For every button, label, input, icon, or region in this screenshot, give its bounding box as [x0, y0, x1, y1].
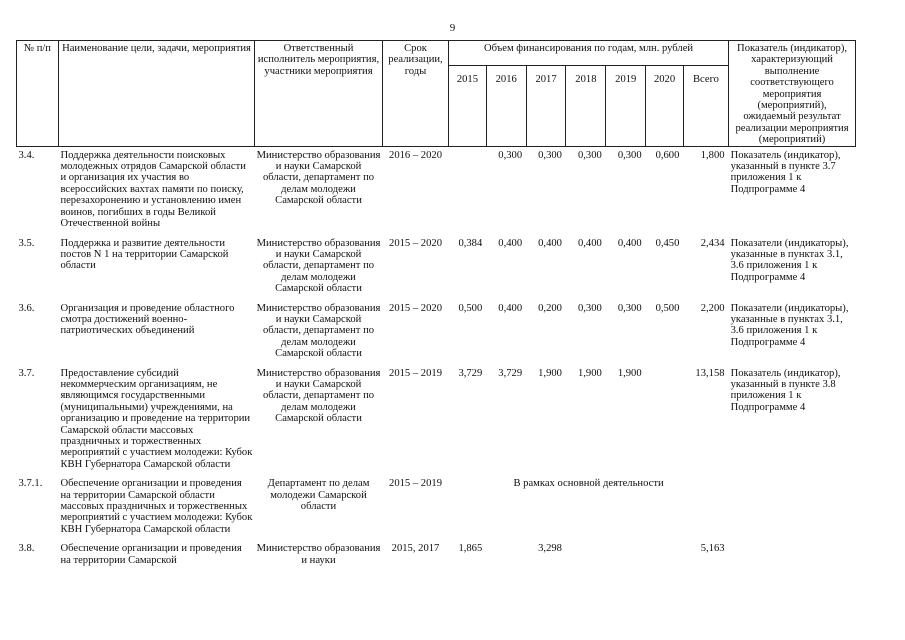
funding-table	[16, 40, 856, 571]
col-indicator-header: Показатель (индикатор), характеризующий выполнение соответствующего мероприятия (мероприятий), ожидаемый результат реализации мероприятия (мероприятий)	[729, 41, 856, 147]
value-2019: 0,400	[617, 237, 642, 249]
value-2018: 0,300	[577, 302, 602, 314]
value-total: 13,158	[695, 367, 725, 379]
row-indicator: Показатели (индикаторы), указанные в пунктах 3.1, 3.6 приложения 1 к Подпрограмме 4	[730, 302, 849, 348]
table-row	[17, 365, 856, 476]
col-period-header: Срок реализации, годы	[382, 41, 448, 147]
year-header-2017: 2017	[526, 66, 566, 147]
value-2015: 0,500	[458, 302, 483, 314]
row-number: 3.8.	[18, 543, 35, 555]
row-indicator: Показатели (индикаторы), указанные в пунктах 3.1, 3.6 приложения 1 к Подпрограмме 4	[730, 237, 849, 283]
total-header: Всего	[683, 66, 728, 147]
row-period: 2015 – 2020	[389, 237, 442, 249]
row-name: Обеспечение организации и проведения на территории Самарской области массовых праздничных и торжественных мероприятий с участием молодежи: Кубок КВН Губернатора Самарской области	[60, 478, 253, 535]
value-total: 2,200	[700, 302, 725, 314]
row-period: 2015, 2017	[391, 543, 440, 555]
value-2020	[646, 365, 684, 476]
value-2017: 0,200	[538, 302, 562, 314]
value-2015: 3,729	[458, 367, 483, 379]
row-period: 2015 – 2019	[389, 367, 442, 379]
value-2017: 1,900	[538, 367, 562, 379]
value-2019: 1,900	[617, 367, 642, 379]
value-2016: 3,729	[498, 367, 523, 379]
year-header-2018: 2018	[566, 66, 606, 147]
value-2016: 0,400	[498, 237, 523, 249]
value-2016	[486, 540, 526, 571]
row-executor: Министерство образования и науки Самарской области, департамент по делам молодежи Самарской области	[256, 367, 381, 425]
year-header-2019: 2019	[606, 66, 646, 147]
col-executor-header: Ответственный исполнитель мероприятия, участники мероприятия	[255, 41, 383, 147]
value-2018	[566, 540, 606, 571]
value-2020: 0,500	[655, 302, 680, 314]
row-number: 3.6.	[18, 302, 35, 314]
col-num-header: № п/п	[17, 41, 59, 147]
year-header-2020: 2020	[646, 66, 684, 147]
row-name: Предоставление субсидий некоммерческим организациям, не являющимся государственными (муниципальными) учреждениями, на организацию и проведение на территории Самарской области массовых праздничных и торжественных мероприятий с участием молодежи: Кубок КВН Губернатора Самарской области	[60, 367, 253, 470]
value-2019	[606, 540, 646, 571]
row-indicator: Показатель (индикатор), указанный в пункте 3.8 приложения 1 к Подпрограмме 4	[730, 367, 841, 413]
page-number: 9	[449, 22, 456, 34]
row-name: Обеспечение организации и проведения на территории Самарской	[60, 543, 242, 566]
value-2020: 0,450	[655, 237, 680, 249]
table-row	[17, 300, 856, 365]
value-2019: 0,300	[617, 149, 642, 161]
row-indicator	[729, 540, 856, 571]
row-name: Организация и проведение областного смотра достижений военно-патриотических объединений	[60, 302, 235, 337]
row-period: 2016 – 2020	[389, 149, 442, 161]
row-indicator: Показатель (индикатор), указанный в пункте 3.7 приложения 1 к Подпрограмме 4	[730, 149, 841, 195]
year-header-2015: 2015	[449, 66, 487, 147]
value-2020: 0,600	[655, 149, 680, 161]
col-name-header: Наименование цели, задачи, мероприятия	[58, 41, 254, 147]
table-row	[17, 540, 856, 571]
row-indicator	[729, 475, 856, 540]
table-row	[17, 235, 856, 300]
value-2016: 0,400	[498, 302, 523, 314]
row-executor: Министерство образования и науки Самарской области, департамент по делам молодежи Самарской области	[256, 237, 381, 295]
row-number: 3.7.1.	[18, 478, 43, 490]
value-2018: 0,300	[577, 149, 602, 161]
value-2018: 0,400	[577, 237, 602, 249]
year-header-2016: 2016	[486, 66, 526, 147]
value-2015	[449, 146, 487, 234]
row-executor: Министерство образования и науки Самарской области, департамент по делам молодежи Самарской области	[256, 149, 381, 207]
row-period: 2015 – 2019	[389, 478, 442, 490]
value-2017: 0,300	[538, 149, 562, 161]
value-2015: 0,384	[458, 237, 483, 249]
row-period: 2015 – 2020	[389, 302, 442, 314]
col-funding-header: Объем финансирования по годам, млн. рублей	[449, 41, 729, 66]
value-total: 5,163	[700, 543, 725, 555]
value-2017: 0,400	[538, 237, 562, 249]
value-total: 2,434	[700, 237, 725, 249]
table-row	[17, 475, 856, 540]
value-2015: 1,865	[458, 543, 483, 555]
row-number: 3.5.	[18, 237, 35, 249]
row-executor: Департамент по делам молодежи Самарской области	[267, 478, 370, 513]
value-2019: 0,300	[617, 302, 642, 314]
row-executor: Министерство образования и науки	[256, 543, 381, 566]
row-executor: Министерство образования и науки Самарской области, департамент по делам молодежи Самарской области	[256, 302, 381, 360]
row-name: Поддержка деятельности поисковых молодежных отрядов Самарской области и организация их участия во всероссийских вахтах памяти по поиску, перезахоронению и установлению имен воинов, погибших в годы Великой Отечественной войны	[60, 149, 246, 230]
value-2016: 0,300	[498, 149, 523, 161]
row-number: 3.7.	[18, 367, 35, 379]
value-total: 1,800	[700, 149, 725, 161]
value-2018: 1,900	[577, 367, 602, 379]
row-name: Поддержка и развитие деятельности постов N 1 на территории Самарской области	[60, 237, 229, 272]
row-number: 3.4.	[18, 149, 35, 161]
value-2020	[646, 540, 684, 571]
value-2017: 3,298	[538, 543, 562, 555]
table-row	[17, 146, 856, 234]
funding-note: В рамках основной деятельности	[513, 478, 664, 490]
